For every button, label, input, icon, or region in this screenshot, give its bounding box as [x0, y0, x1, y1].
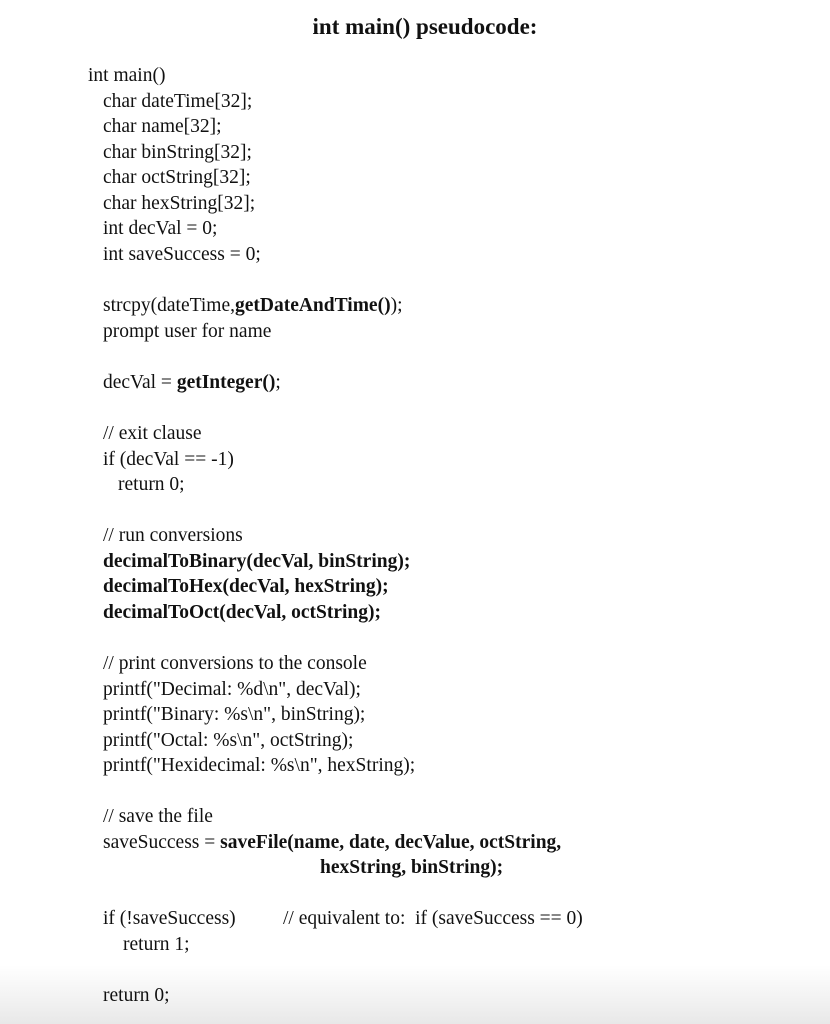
code-line-decl-datetime: char dateTime[32]; [103, 91, 253, 112]
code-line-if-exit: if (decVal == -1) [103, 449, 234, 470]
decval-suffix: ; [275, 372, 281, 393]
code-line-decl-binstring: char binString[32]; [103, 142, 252, 163]
code-line-save-continued: hexString, binString); [320, 857, 504, 878]
code-line-return-zero-final: return 0; [103, 985, 170, 1006]
save-prefix: saveSuccess = [103, 832, 221, 853]
code-line-call-oct: decimalToOct(decVal, octString); [103, 602, 382, 623]
code-line-decval-assign [103, 370, 281, 395]
code-line-printf-octal: printf("Octal: %s\n", octString); [103, 730, 354, 751]
save-file-call: saveFile(name, date, decValue, octString, [220, 832, 562, 853]
code-line-printf-binary: printf("Binary: %s\n", binString); [103, 704, 366, 725]
code-comment-exit: // exit clause [103, 423, 202, 444]
code-line-printf-hex: printf("Hexidecimal: %s\n", hexString); [103, 755, 416, 776]
code-line-decl-savesuccess: int saveSuccess = 0; [103, 244, 261, 265]
code-line-call-hex: decimalToHex(decVal, hexString); [103, 576, 389, 597]
page-title: int main() pseudocode: [312, 14, 538, 39]
code-line-save [103, 830, 561, 855]
code-line-if-save: if (!saveSuccess) [103, 908, 236, 929]
code-line-decl-decval: int decVal = 0; [103, 218, 218, 239]
code-line-decl-name: char name[32]; [103, 116, 222, 137]
code-line-prompt-name: prompt user for name [103, 321, 272, 342]
strcpy-suffix: ); [390, 295, 403, 316]
strcpy-prefix: strcpy(dateTime, [103, 295, 235, 316]
code-line-strcpy [103, 293, 403, 318]
code-comment-save: // save the file [103, 806, 213, 827]
code-line-decl-octstring: char octString[32]; [103, 167, 251, 188]
code-line-decl-hexstring: char hexString[32]; [103, 193, 256, 214]
get-date-and-time-call: getDateAndTime() [234, 295, 391, 316]
get-integer-call: getInteger() [176, 372, 276, 393]
code-line-return-zero-exit: return 0; [118, 474, 185, 495]
code-line-printf-decimal: printf("Decimal: %d\n", decVal); [103, 679, 361, 700]
code-line-call-binary: decimalToBinary(decVal, binString); [103, 551, 411, 572]
decval-prefix: decVal = [103, 372, 177, 393]
code-line-signature: int main() [88, 65, 166, 86]
code-line-return-one: return 1; [123, 934, 190, 955]
code-comment-run: // run conversions [103, 525, 243, 546]
code-comment-equivalent: // equivalent to: if (saveSuccess == 0) [283, 908, 583, 929]
code-comment-print: // print conversions to the console [103, 653, 367, 674]
